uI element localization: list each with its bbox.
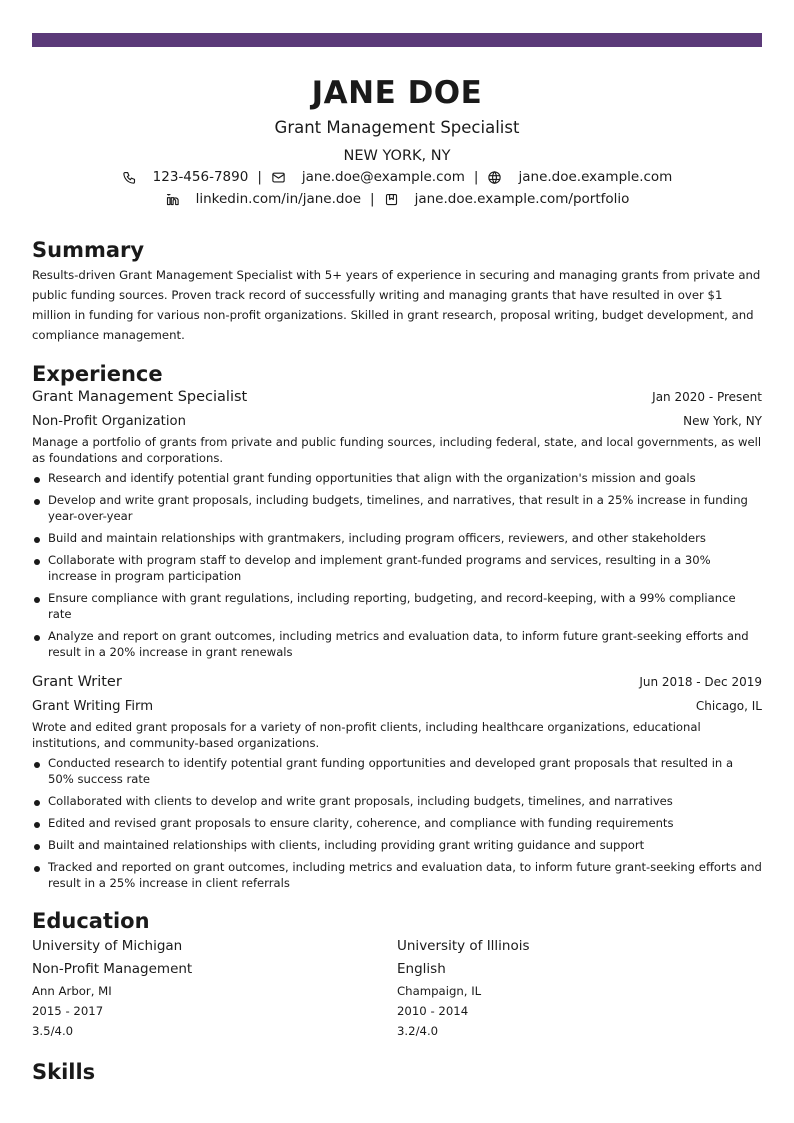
skills-heading: Skills [32, 1060, 96, 1084]
job-dates: Jan 2020 - Present [652, 390, 762, 404]
envelope-icon [271, 170, 302, 185]
linkedin-icon [165, 192, 196, 207]
job-title: Grant Management Specialist [32, 389, 248, 405]
email-link[interactable]: jane.doe@example.com [301, 169, 465, 185]
globe-icon [487, 170, 518, 185]
job-company-row [32, 696, 762, 717]
job-description: Wrote and edited grant proposals for a variety of non-profit clients, including healthcare organizations, educational institutions, and community-based organizations. [32, 720, 701, 750]
phone-number[interactable]: 123-456-7890 [152, 169, 249, 185]
job-location: Chicago, IL [695, 699, 762, 713]
candidate-role: Grant Management Specialist [274, 118, 520, 137]
job-title-row [32, 387, 762, 407]
list-item: Analyze and report on grant outcomes, including metrics and evaluation data, to inform future grant-seeking efforts and result in a 20% increase in grant renewals [32, 628, 762, 660]
contact-row-secondary [32, 188, 762, 210]
education-location: Champaign, IL [397, 984, 482, 998]
job-dates: Jun 2018 - Dec 2019 [639, 675, 762, 689]
list-item: Collaborated with clients to develop and write grant proposals, including budgets, timelines, and narratives [32, 793, 762, 809]
education-entry [32, 936, 397, 1041]
education-entry [397, 936, 762, 1041]
job-bullets [32, 470, 762, 660]
job-bullets [32, 755, 762, 891]
contact-row-primary [32, 166, 762, 188]
candidate-location: NEW YORK, NY [343, 148, 451, 164]
job-entry [32, 387, 762, 660]
job-location: New York, NY [683, 414, 762, 428]
education-gpa: 3.2/4.0 [397, 1024, 439, 1038]
education-school: University of Illinois [397, 938, 530, 954]
job-title-row [32, 672, 762, 692]
education-grid [32, 936, 762, 1041]
phone-icon [122, 170, 153, 185]
summary-text: Results-driven Grant Management Specialist with 5+ years of experience in securing and managing grants from private and public funding sources. Proven track record of successfully writing and managing grants that have resulted in over $1 million in funding for various non-profit organizations. Skilled in grant research, proposal writing, budget development, and compliance management. [32, 268, 761, 342]
list-item: Collaborate with program staff to develop and implement grant-funded programs and services, resulting in a 30% increase in program participation [32, 552, 762, 584]
job-description: Manage a portfolio of grants from private and public funding sources, including federal, state, and local governments, as well as foundations and corporations. [32, 435, 762, 465]
bookmark-icon [384, 192, 415, 207]
education-gpa: 3.5/4.0 [32, 1024, 74, 1038]
separator: | [370, 191, 375, 207]
list-item: Tracked and reported on grant outcomes, including metrics and evaluation data, to inform future grant-seeking efforts and result in a 25% increase in client referrals [32, 859, 762, 891]
separator: | [257, 169, 262, 185]
job-company-row [32, 411, 762, 432]
experience-heading: Experience [32, 362, 163, 386]
list-item: Conducted research to identify potential grant funding opportunities and developed grant proposals that resulted in a 50% success rate [32, 755, 762, 787]
list-item: Build and maintain relationships with grantmakers, including program officers, reviewers, and other stakeholders [32, 530, 762, 546]
resume-header [32, 74, 762, 210]
resume-page [32, 47, 762, 1085]
education-school: University of Michigan [32, 938, 183, 954]
list-item: Develop and write grant proposals, including budgets, timelines, and narratives, that result in a 25% increase in funding year-over-year [32, 492, 762, 524]
job-company: Non-Profit Organization [32, 414, 186, 429]
list-item: Built and maintained relationships with clients, including providing grant writing guidance and support [32, 837, 762, 853]
education-dates: 2015 - 2017 [32, 1004, 104, 1018]
job-title: Grant Writer [32, 674, 122, 690]
linkedin-link[interactable]: linkedin.com/in/jane.doe [195, 191, 362, 207]
candidate-name: JANE DOE [311, 75, 483, 111]
education-field: Non-Profit Management [32, 961, 193, 977]
education-field: English [397, 961, 446, 977]
job-entry [32, 672, 762, 891]
portfolio-link[interactable]: jane.doe.example.com/portfolio [414, 191, 630, 207]
list-item: Research and identify potential grant funding opportunities that align with the organization's mission and goals [32, 470, 762, 486]
job-company: Grant Writing Firm [32, 699, 154, 714]
website-link[interactable]: jane.doe.example.com [518, 169, 673, 185]
education-location: Ann Arbor, MI [32, 984, 112, 998]
education-dates: 2010 - 2014 [397, 1004, 469, 1018]
list-item: Ensure compliance with grant regulations, including reporting, budgeting, and record-keeping, with a 99% compliance rate [32, 590, 762, 622]
separator: | [473, 169, 479, 185]
accent-bar [32, 33, 762, 47]
education-heading: Education [32, 909, 150, 933]
summary-heading: Summary [32, 238, 145, 262]
list-item: Edited and revised grant proposals to ensure clarity, coherence, and compliance with funding requirements [32, 815, 762, 831]
